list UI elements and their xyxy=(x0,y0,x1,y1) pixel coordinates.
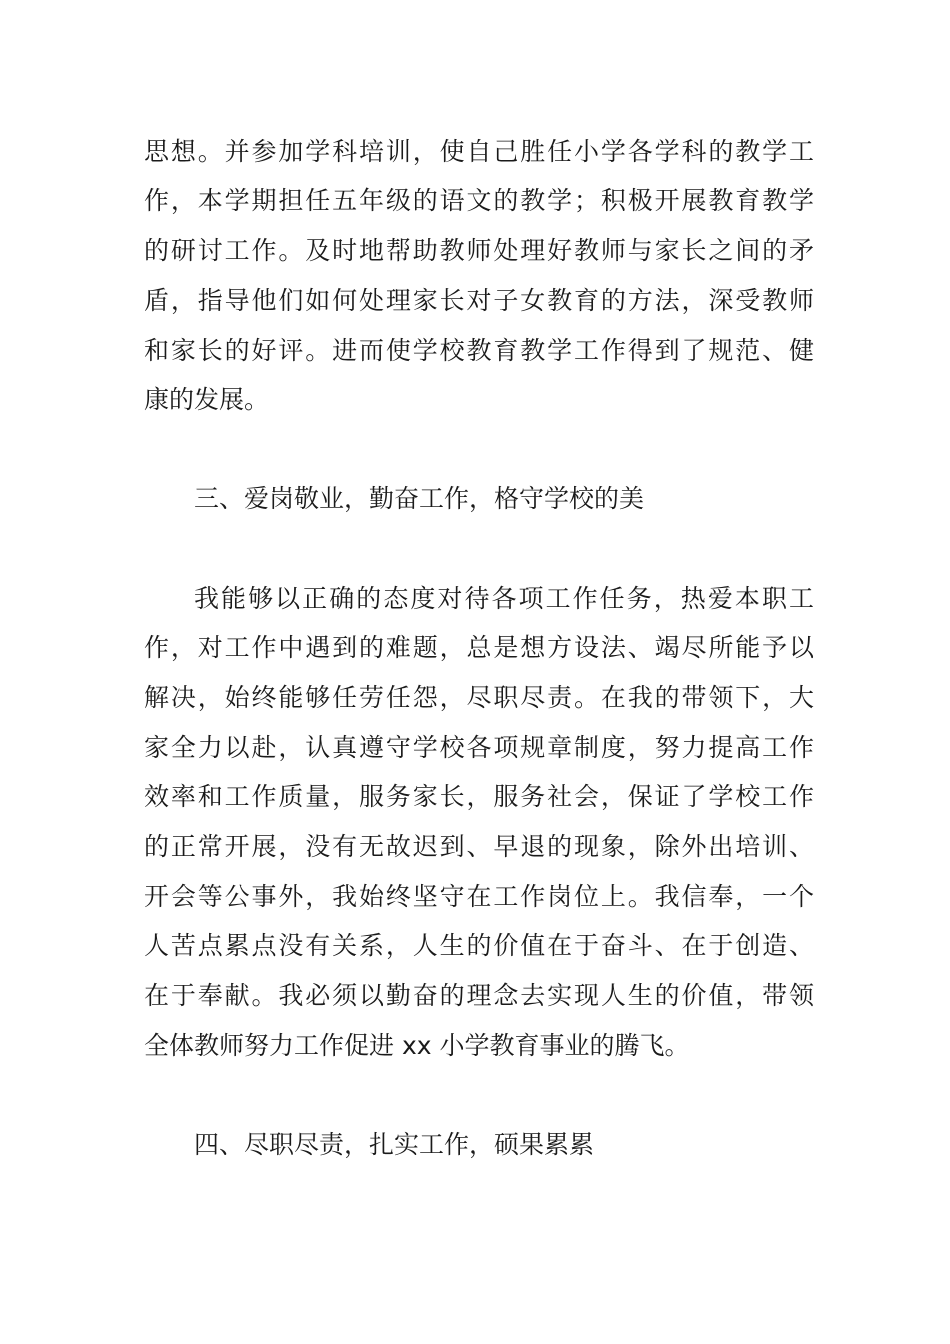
paragraph-line: 作，本学期担任五年级的语文的教学；积极开展教育教学 xyxy=(144,186,814,215)
paragraph-line: 效率和工作质量，服务家长，服务社会，保证了学校工作 xyxy=(144,782,814,811)
paragraph-line: 家全力以赴，认真遵守学校各项规章制度，努力提高工作 xyxy=(144,733,814,762)
paragraph-line: 全体教师努力工作促进 xx 小学教育事业的腾飞。 xyxy=(144,1031,690,1060)
section-heading: 三、爱岗敬业，勤奋工作，格守学校的美 xyxy=(194,484,645,513)
paragraph-line: 的正常开展，没有无故迟到、早退的现象，除外出培训、 xyxy=(144,832,814,861)
paragraph-line: 开会等公事外，我始终坚守在工作岗位上。我信奉，一个 xyxy=(144,882,814,911)
paragraph-line: 盾，指导他们如何处理家长对子女教育的方法，深受教师 xyxy=(144,286,814,315)
paragraph-line: 解决，始终能够任劳任怨，尽职尽责。在我的带领下，大 xyxy=(144,683,814,712)
paragraph-line: 作，对工作中遇到的难题，总是想方设法、竭尽所能予以 xyxy=(144,633,814,662)
paragraph-line: 在于奉献。我必须以勤奋的理念去实现人生的价值，带领 xyxy=(144,981,814,1010)
paragraph-line: 康的发展。 xyxy=(144,385,270,414)
paragraph-line: 和家长的好评。进而使学校教育教学工作得到了规范、健 xyxy=(144,336,814,365)
section-heading: 四、尽职尽责，扎实工作，硕果累累 xyxy=(194,1130,595,1159)
paragraph-line: 我能够以正确的态度对待各项工作任务，热爱本职工 xyxy=(194,584,814,613)
paragraph-line: 思想。并参加学科培训，使自己胜任小学各学科的教学工 xyxy=(144,137,814,166)
paragraph-line: 的研讨工作。及时地帮助教师处理好教师与家长之间的矛 xyxy=(144,236,814,265)
paragraph-line: 人苦点累点没有关系，人生的价值在于奋斗、在于创造、 xyxy=(144,931,814,960)
